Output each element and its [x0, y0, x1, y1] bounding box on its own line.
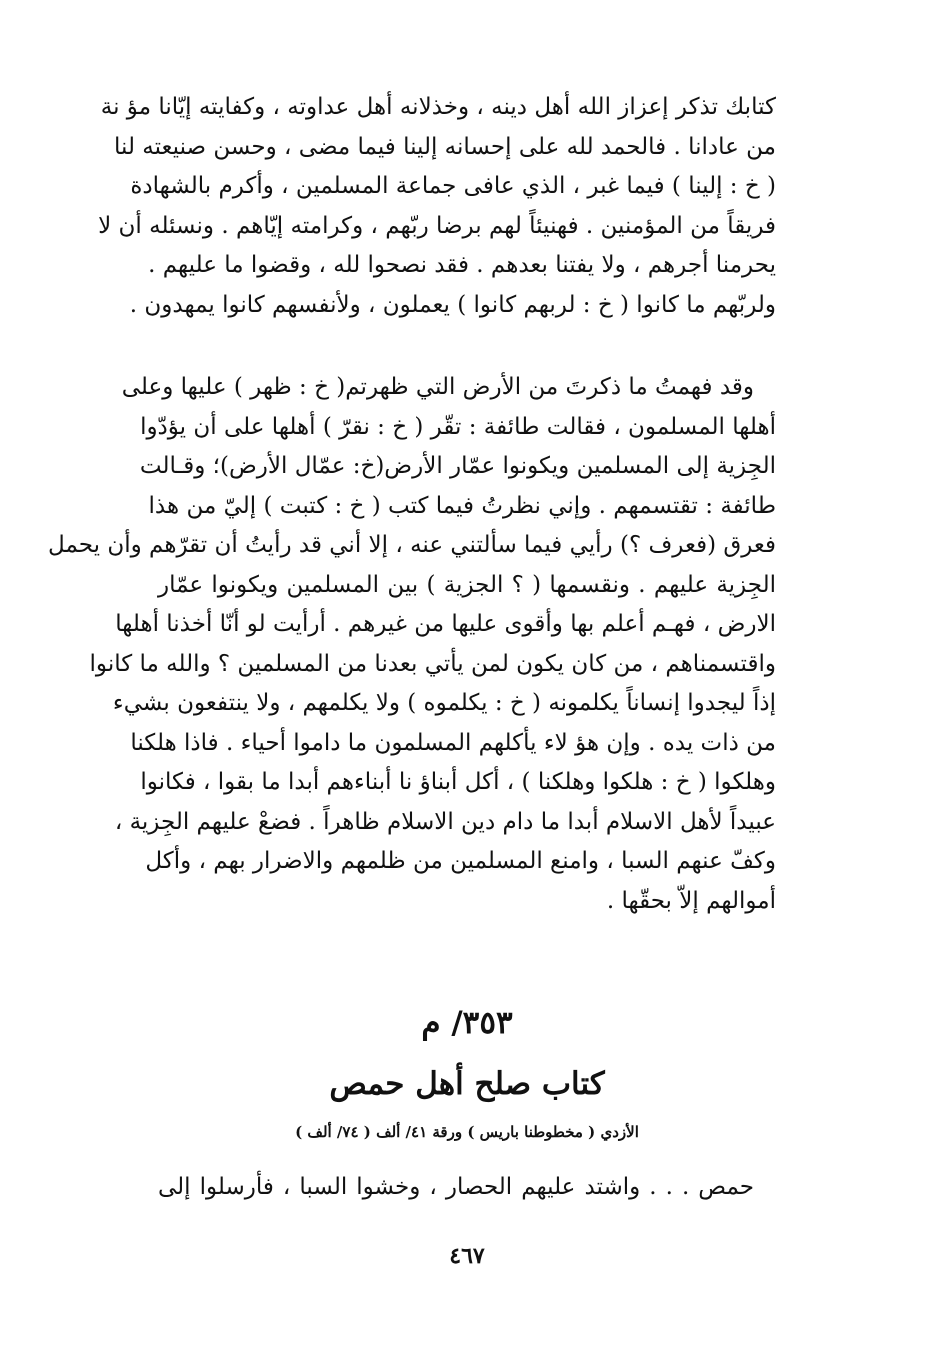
text-line: من عادانا . فالحمد لله على إحسانه إلينا فيما مضى ، وحسن صنيعته لنا — [114, 133, 776, 160]
text-line: ولربّهم ما كانوا ( خ : لربهم كانوا ) يعملون ، ولأنفسهم كانوا يمهدون . — [129, 291, 776, 318]
paragraph-letter-body — [48, 368, 776, 921]
text-line: طائفة : تقتسمهم . وإني نظرتُ فيما كتب ( خ : كتبت ) إليّ من هذا — [148, 492, 776, 519]
text-line: عبيداً لأهل الاسلام أبدا ما دام دين الاسلام ظاهراً . فضعْ عليهم الجِزية ، — [114, 808, 776, 835]
text-line: وهلكوا ( خ : هلكوا وهلكنا ) ، أكل أبناؤ نا أبناءهم أبدا ما بقوا ، فكانوا — [140, 769, 776, 795]
text-line: إذاً ليجدوا إنساناً يكلمونه ( خ : يكلموه ) ولا يكلمهم ، ولا ينتفعون بشيء — [112, 690, 776, 716]
text-line: الجِزية إلى المسلمين ويكونوا عمّار الأرض(خ: عمّال الأرض)؛ وقـالت — [139, 453, 776, 479]
text-line: فريقاً من المؤمنين . فهنيئاً لهم برضا ربّهم ، وكرامته إيّاهم . ونسئله أن لا — [98, 212, 776, 239]
document-number: ٣٥٣/ م — [421, 1005, 513, 1041]
text-line: كتابك تذكر إعزاز الله أهل دينه ، وخذلانه أهل عداوته ، وكفايته إيّانا مؤ نة — [100, 94, 776, 120]
text-line: يحرمنا أجرهم ، ولا يفتنا بعدهم . فقد نصحوا لله ، وقضوا ما عليهم . — [148, 252, 776, 278]
text-line: واقتسمناهم ، من كان يكون لمن يأتي بعدنا من المسلمين ؟ والله ما كانوا — [89, 650, 776, 677]
paragraph-letter-opening — [98, 88, 776, 325]
text-line: وقد فهمتُ ما ذكرتَ من الأرض التي ظهرتم( خ : ظهر ) عليها وعلى — [121, 374, 754, 400]
text-line: أموالهم إلاّ بحقّها . — [606, 887, 776, 914]
text-line: ( خ : إلينا ) فيما غبر ، الذي عافى جماعة المسلمين ، وأكرم بالشهادة — [130, 173, 776, 199]
text-line: الجِزية عليهم . ونقسمها ( ؟ الجزية ) بين المسلمين ويكونوا عمّار — [158, 571, 776, 598]
text-line: أهلها المسلمون ، فقالت طائفة : تقّر ( خ : نقرّ ) أهلها على أن يؤدّوا — [140, 413, 776, 440]
document-source-citation: الأزدي ( مخطوطنا باريس ) ورقة ٤١/ ألف ( ٧٤/ ألف ) — [295, 1123, 639, 1141]
document-title: كتاب صلح أهل حمص — [329, 1066, 605, 1102]
text-line: الارض ، فهـم أعلم بها وأقوى عليها من غيرهم . أرأيت لو أنّا أخذنا أهلها — [115, 611, 776, 637]
continuation-line: حمص . . . واشتد عليهم الحصار ، وخشوا السبا ، فأرسلوا إلى — [158, 1174, 754, 1200]
page-number: ٤٦٧ — [449, 1243, 485, 1269]
text-line: من ذات يده . وإن هؤ لاء يأكلهم المسلمون ما داموا أحياء . فاذا هلكنا — [130, 729, 776, 756]
text-line: فعرق (فعرف ؟) رأيي فيما سألتني عنه ، إلا أني قد رأيتُ أن تقرّهم وأن يحمل — [48, 532, 776, 558]
text-line: وكفّ عنهم السبا ، وامنع المسلمين من ظلمهم والاضرار بهم ، وأكل — [145, 848, 776, 874]
